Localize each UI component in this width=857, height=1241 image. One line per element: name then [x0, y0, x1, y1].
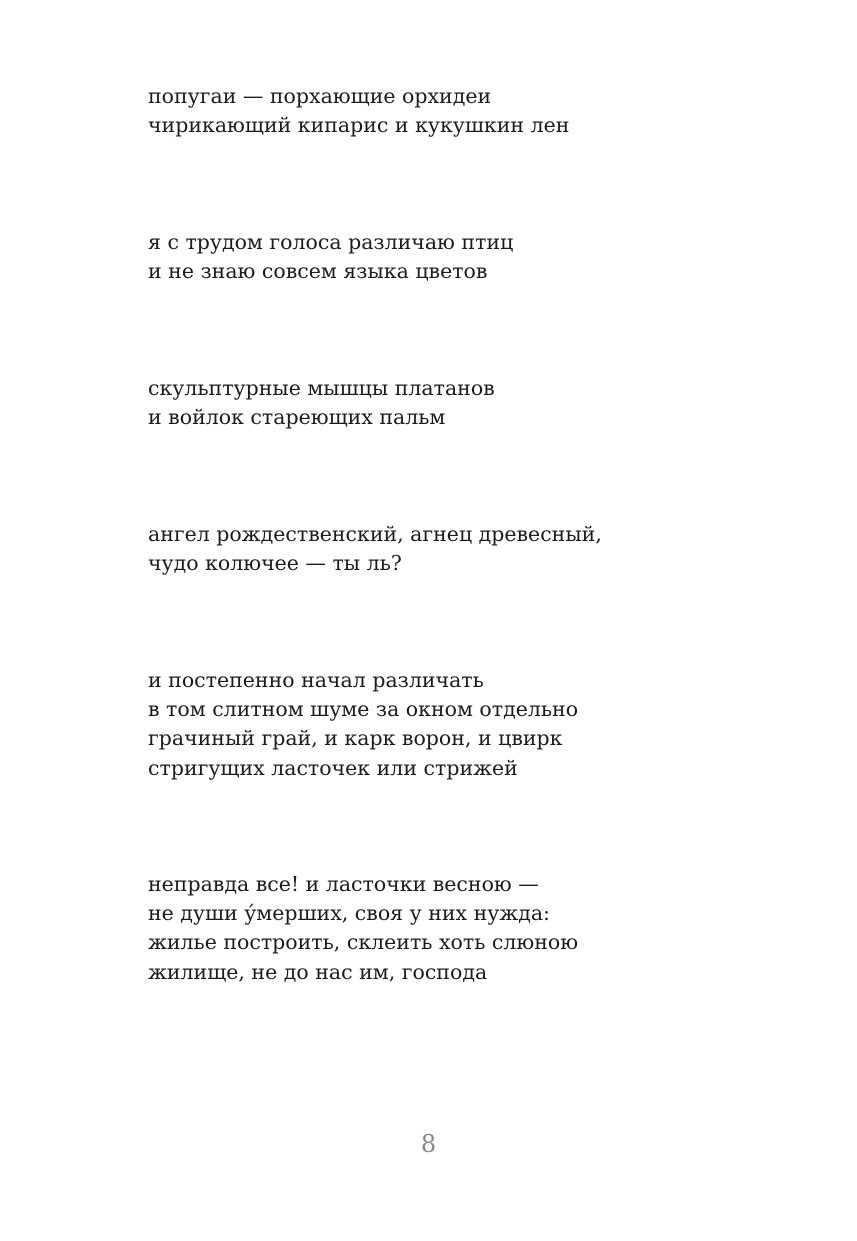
poem-line: жилье построить, склеить хоть слюною	[148, 930, 579, 955]
poem-line: не души у́мерших, своя у них нужда:	[148, 901, 550, 926]
poem-line: жилище, не до нас им, господа	[148, 959, 488, 984]
poem-line: и войлок стареющих пальм	[148, 405, 446, 430]
poem-line: стригущих ласточек или стрижей	[148, 755, 518, 780]
poem-line: я с трудом голоса различаю птиц	[148, 230, 514, 254]
stanza-4	[148, 520, 828, 578]
poem-line: грачиный грай, и карк ворон, и цвирк	[148, 726, 563, 751]
poem-line: чудо колючее — ты ль?	[148, 551, 402, 576]
page-number: 8	[420, 1130, 437, 1158]
poem-line: скульптурные мышцы платанов	[148, 376, 495, 400]
poem-line: и постепенно начал различать	[148, 668, 484, 692]
poem-line: ангел рождественский, агнец древесный,	[148, 522, 602, 546]
stanza-3	[148, 374, 828, 432]
poem-line: и не знаю совсем языка цветов	[148, 259, 488, 284]
poem-line: в том слитном шуме за окном отдельно	[148, 697, 579, 722]
poem-line: неправда все! и ласточки весною —	[148, 872, 539, 896]
poem-line: чирикающий кипарис и кукушкин лен	[148, 113, 570, 138]
stanza-6	[148, 870, 828, 987]
stanza-2	[148, 228, 828, 286]
stanza-5	[148, 666, 828, 783]
stanza-1	[148, 82, 828, 140]
poem-line: попугаи — порхающие орхидеи	[148, 84, 492, 108]
